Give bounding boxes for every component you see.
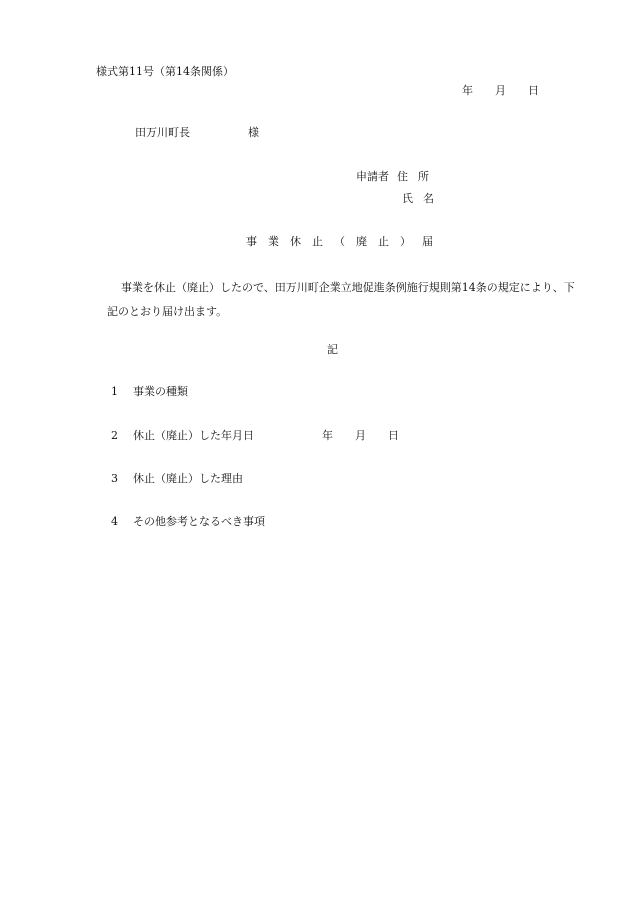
applicant-address-row	[356, 171, 429, 182]
item-text: 事業の種類	[133, 385, 188, 398]
addressee	[135, 127, 259, 138]
month-label: 月	[495, 84, 506, 97]
name-label-2: 名	[423, 192, 434, 205]
item-number: 2	[111, 429, 118, 442]
item-month-label: 月	[355, 429, 366, 442]
item-number: 4	[111, 515, 118, 528]
address-label-1: 住	[397, 170, 408, 183]
body-text: 事業を休止（廃止）したので、田万川町企業立地促進条例施行規則第14条の規定により、下記のとおり届け出ます。	[107, 281, 575, 318]
item-number: 3	[111, 472, 118, 485]
applicant-label: 申請者	[356, 170, 389, 183]
item-year-label: 年	[322, 429, 333, 442]
document-title: 事業休止（廃止）届	[246, 235, 444, 248]
form-number: 様式第11号（第14条関係）	[96, 65, 234, 78]
list-item	[111, 386, 188, 397]
addressee-name: 田万川町長	[135, 126, 190, 139]
record-heading: 記	[327, 343, 338, 356]
applicant-name-row	[402, 193, 434, 204]
item-text: 休止（廃止）した理由	[133, 472, 243, 485]
address-label-2: 所	[418, 170, 429, 183]
name-label-1: 氏	[402, 192, 413, 205]
list-item	[111, 516, 265, 527]
body-paragraph	[107, 276, 575, 324]
item-day-label: 日	[388, 429, 399, 442]
item-number: 1	[111, 385, 118, 398]
list-item	[111, 430, 399, 441]
list-item	[111, 473, 243, 484]
day-label: 日	[528, 84, 539, 97]
item-text: その他参考となるべき事項	[133, 515, 265, 528]
addressee-honorific: 様	[248, 126, 259, 139]
year-label: 年	[462, 84, 473, 97]
item-text: 休止（廃止）した年月日	[133, 429, 254, 442]
date-line	[462, 85, 539, 96]
